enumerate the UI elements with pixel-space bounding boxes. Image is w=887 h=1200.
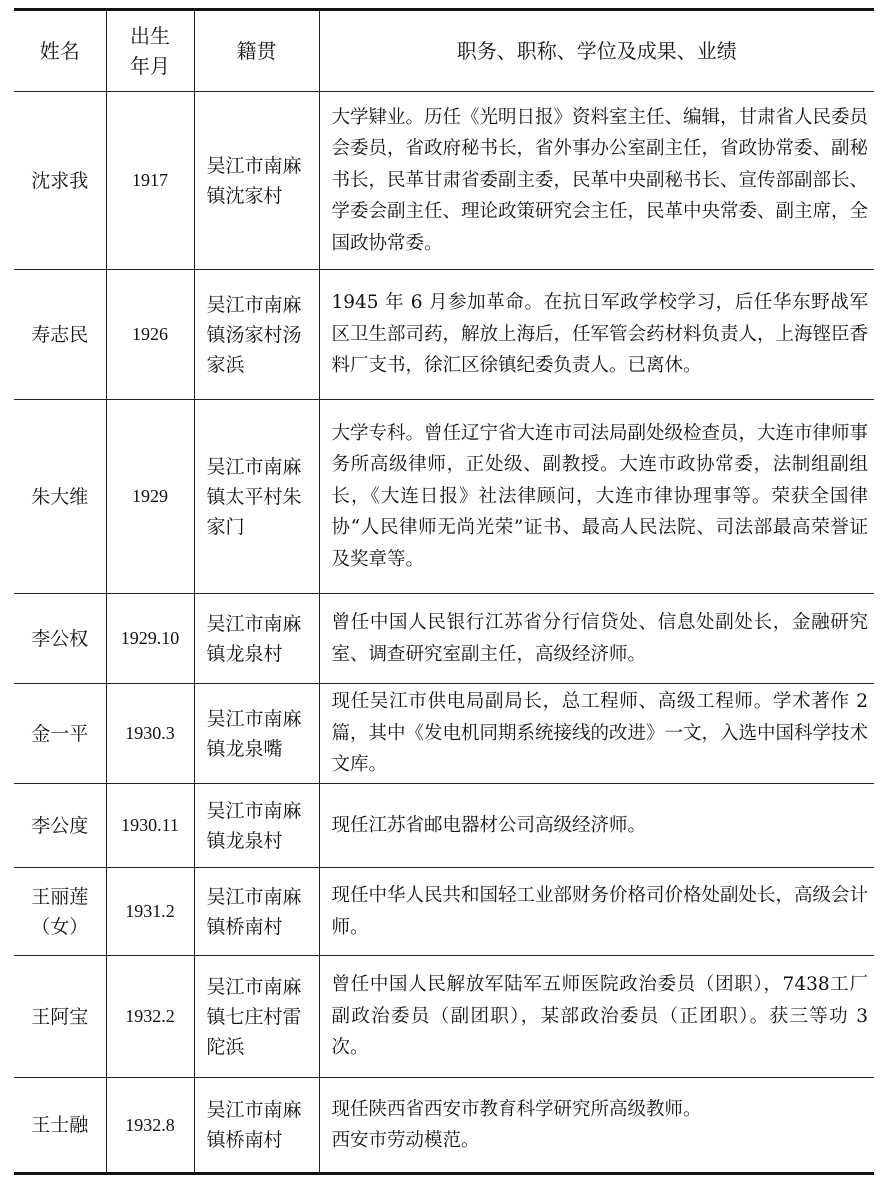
career-cell: 大学专科。曾任辽宁省大连市司法局副处级检查员，大连市律师事务所高级律师，正处级、副教授。大连市政协常委，法制组副组长，《大连日报》社法律顾问，大连市律协理事等。荣获全国律协“人民律师无尚光荣”证书、最高人民法院、司法部最高荣誉证及奖章等。 xyxy=(319,400,874,594)
career-cell: 现任吴江市供电局副局长，总工程师、高级工程师。学术著作 2 篇，其中《发电机同期系统接线的改进》一文，入选中国科学技术文库。 xyxy=(319,684,874,784)
person-name: 李公权 xyxy=(31,627,89,650)
career-line: 西安市劳动模范。 xyxy=(331,1130,480,1151)
name-cell xyxy=(14,956,106,1078)
document-page xyxy=(14,8,874,1175)
career-cell: 曾任中国人民解放军陆军五师医院政治委员（团职），7438工厂副政治委员（副团职），某部政治委员（正团职）。获三等功 3 次。 xyxy=(319,956,874,1078)
table-row xyxy=(14,956,874,1078)
career-cell: 现任江苏省邮电器材公司高级经济师。 xyxy=(319,784,874,868)
birth-cell: 1926 xyxy=(106,270,194,400)
birth-cell: 1932.2 xyxy=(106,956,194,1078)
name-cell xyxy=(14,270,106,400)
birth-cell: 1930.3 xyxy=(106,684,194,784)
career-cell: 1945 年 6 月参加革命。在抗日军政学校学习，后任华东野战军区卫生部司药，解放上海后，任军管会药材料负责人，上海铿臣香料厂支书，徐汇区徐镇纪委负责人。已离休。 xyxy=(319,270,874,400)
name-cell xyxy=(14,868,106,956)
table-row xyxy=(14,400,874,594)
birth-cell: 1917 xyxy=(106,92,194,270)
career-cell xyxy=(319,1078,874,1174)
header-row xyxy=(14,10,874,92)
table-row xyxy=(14,92,874,270)
header-name: 姓名 xyxy=(14,10,106,92)
origin-cell: 吴江市南麻镇桥南村 xyxy=(194,868,319,956)
birth-cell: 1931.2 xyxy=(106,868,194,956)
name-cell xyxy=(14,1078,106,1174)
name-cell xyxy=(14,400,106,594)
header-birth-line2: 年月 xyxy=(130,54,170,78)
origin-cell: 吴江市南麻镇桥南村 xyxy=(194,1078,319,1174)
origin-cell: 吴江市南麻镇龙泉村 xyxy=(194,594,319,684)
career-line: 现任陕西省西安市教育科学研究所高级教师。 xyxy=(331,1098,702,1120)
person-name: 王丽莲 xyxy=(31,885,89,908)
birth-cell: 1929 xyxy=(106,400,194,594)
origin-cell: 吴江市南麻镇沈家村 xyxy=(194,92,319,270)
person-name: 金一平 xyxy=(31,722,89,745)
person-name: 寿志民 xyxy=(31,323,89,346)
name-cell xyxy=(14,784,106,868)
career-cell: 曾任中国人民银行江苏省分行信贷处、信息处副处长，金融研究室、调查研究室副主任，高级经济师。 xyxy=(319,594,874,684)
table-row xyxy=(14,270,874,400)
origin-cell: 吴江市南麻镇汤家村汤家浜 xyxy=(194,270,319,400)
name-cell xyxy=(14,594,106,684)
table-row xyxy=(14,684,874,784)
header-origin: 籍贯 xyxy=(194,10,319,92)
origin-cell: 吴江市南麻镇七庄村雷陀浜 xyxy=(194,956,319,1078)
origin-cell: 吴江市南麻镇龙泉嘴 xyxy=(194,684,319,784)
name-cell xyxy=(14,684,106,784)
name-cell xyxy=(14,92,106,270)
header-birth-line1: 出生 xyxy=(130,24,170,48)
career-cell: 大学肄业。历任《光明日报》资料室主任、编辑，甘肃省人民委员会委员，省政府秘书长，省外事办公室副主任，省政协常委、副秘书长，民革甘肃省委副主委，民革中央副秘书长、宣传部副部长、学委会副主任、理论政策研究会主任，民革中央常委、副主席，全国政协常委。 xyxy=(319,92,874,270)
origin-cell: 吴江市南麻镇龙泉村 xyxy=(194,784,319,868)
person-name-note: （女） xyxy=(31,915,89,938)
career-cell: 现任中华人民共和国轻工业部财务价格司价格处副处长，高级会计师。 xyxy=(319,868,874,956)
table-row xyxy=(14,868,874,956)
person-name: 沈求我 xyxy=(31,169,89,192)
origin-cell: 吴江市南麻镇太平村朱家门 xyxy=(194,400,319,594)
birth-cell: 1932.8 xyxy=(106,1078,194,1174)
birth-cell: 1929.10 xyxy=(106,594,194,684)
header-career: 职务、职称、学位及成果、业绩 xyxy=(319,10,874,92)
birth-cell: 1930.11 xyxy=(106,784,194,868)
biography-table xyxy=(14,8,874,1175)
table-row xyxy=(14,1078,874,1174)
header-birth xyxy=(106,10,194,92)
table-row xyxy=(14,594,874,684)
person-name: 王士融 xyxy=(31,1114,89,1136)
person-name: 王阿宝 xyxy=(31,1005,89,1028)
person-name: 朱大维 xyxy=(31,485,89,508)
person-name: 李公度 xyxy=(31,814,89,837)
table-row xyxy=(14,784,874,868)
